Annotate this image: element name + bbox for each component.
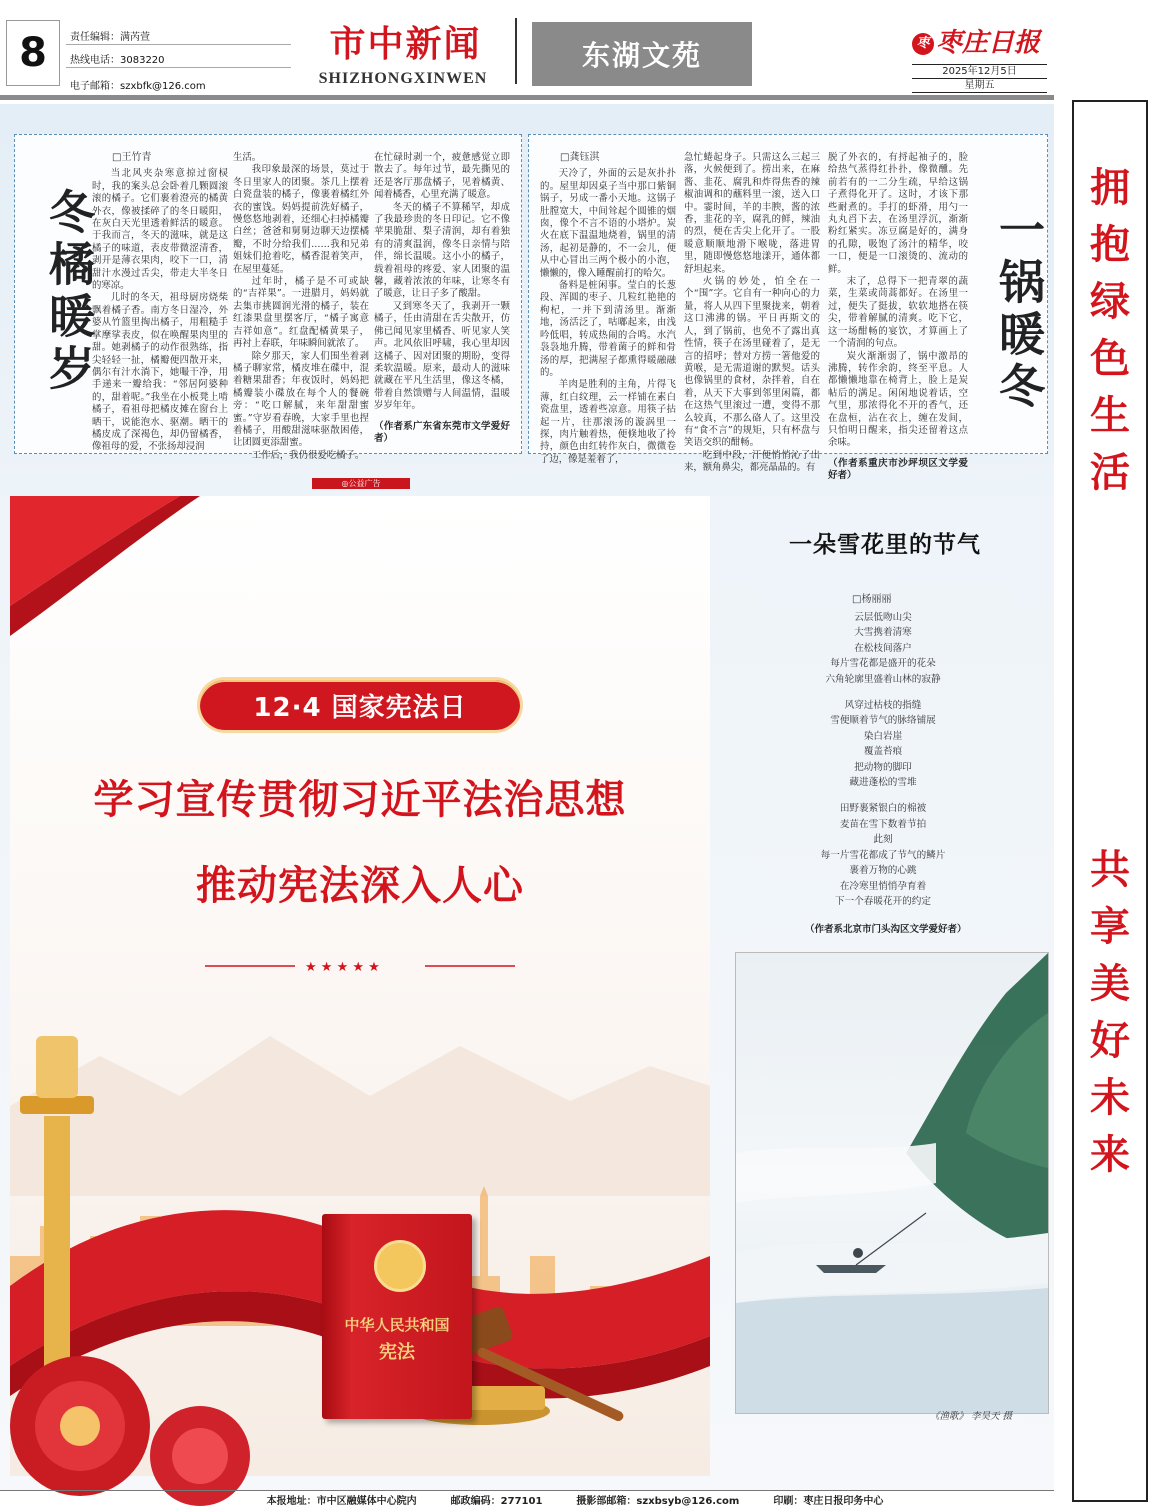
poem-line: 六角轮廓里盛着山林的寂静 xyxy=(825,673,941,685)
poem-line: 在冷寒里悄悄孕育着 xyxy=(839,880,927,892)
paper-name: 枣庄日报 xyxy=(936,28,1041,58)
paragraph: 又到寒冬天了，我剥开一颗橘子，任由清甜在舌尖散开，仿佛已闻见家里橘香、听见家人笑声。北风依旧呼啸，我心里却因这橘子、因对团聚的期盼，变得柔软温暖。原来，最动人的滋味就藏在平凡生活里，像这冬橘，带着自然馈赠与人间温情，温暖岁岁年年。 xyxy=(374,300,510,412)
footer-rule xyxy=(0,1490,1054,1491)
email-info: 电子邮箱：szxbfk@126.com xyxy=(70,81,206,92)
poem-line: 覆盖苔痕 xyxy=(863,746,903,758)
poem-line: 麦苗在雪下数着节拍 xyxy=(839,818,927,830)
essay1-title: 冬橘暖岁 xyxy=(42,188,96,396)
paragraph: 工作后，我仍很爱吃橘子。 xyxy=(251,449,365,461)
page-number: 8 xyxy=(19,30,47,76)
masthead-divider xyxy=(515,18,517,84)
poem-line: 大雪携着清寒 xyxy=(854,627,912,639)
slogan-line-1: 拥抱绿色生活 xyxy=(1090,165,1130,496)
svg-text:★ ★ ★ ★ ★: ★ ★ ★ ★ ★ xyxy=(305,960,380,975)
poem-body xyxy=(748,610,1018,909)
poem-line: 在松枝间落户 xyxy=(854,642,912,654)
poem-line: 云层低吻山尖 xyxy=(854,612,912,623)
badge-text: 12·4 国家宪法日 xyxy=(253,692,467,723)
essay1-column-3 xyxy=(374,152,510,448)
poem-line: 雪便顺着节气的脉络铺展 xyxy=(830,715,936,727)
paragraph: 末了，总得下一把青翠的蔬菜，生菜或茼蒿都好。在汤里一过，便失了挺拔，软软地搭在筷尖，带着解腻的清爽。吃下它，这一场酣畅的宴饮，才算画上了一个清润的句点。 xyxy=(828,276,968,350)
national-emblem-icon xyxy=(374,1240,426,1292)
poem-line: 每片雪花都是盛开的花朵 xyxy=(830,658,936,670)
logo-mark-icon: 枣 xyxy=(912,33,934,55)
footer xyxy=(0,1492,1150,1510)
poem-author: □杨丽丽 xyxy=(852,594,892,605)
poem-line: 把动物的脚印 xyxy=(854,761,912,773)
paragraph: 冬天的橘子不算稀罕，却成了我最珍贵的冬日印记。它不像苹果脆甜、梨子清润，却有着独有的清爽温润，像冬日亲情与陪伴，绵长温暖。这小小的橘子，载着祖母的疼爱、家人团聚的温馨，藏着浓浓的年味，让寒冬有了暖意，让日子多了酸甜。 xyxy=(374,201,510,300)
constitution-book xyxy=(322,1214,472,1419)
poem-line: 风穿过枯枝的指缝 xyxy=(844,700,922,712)
book-title-line-2: 宪法 xyxy=(379,1342,415,1363)
essay2-column-1 xyxy=(540,152,676,465)
paper-logo xyxy=(912,22,1062,59)
essay2-column-3 xyxy=(828,152,968,482)
paragraph: 炭火渐渐弱了，锅中激昂的沸腾，转作余韵，终至平息。人都懒懒地靠在椅背上，脸上是炭帖后的满足。闲闲地说着话，空气里，那浓得化不开的香气，还在盘桓，沾在衣上，缠在发间，只怕明日醒来，指尖还留着这点余味。 xyxy=(828,350,968,449)
footer-address: 本报地址：市中区融媒体中心院内 xyxy=(266,1496,417,1507)
constitution-day-badge xyxy=(200,680,520,730)
paragraph: 除夕那天，家人们围坐着剥橘子聊家常，橘皮堆在碟中，混着糖果甜香；年夜饭时，妈妈把橘瓣装小碟放在每个人的餐碗旁：“吃口解腻，来年甜甜蜜蜜。”守岁看春晚，大家手里也捏着橘子，用酸甜滋味驱散困倦，让团圆更添甜蜜。 xyxy=(233,350,369,449)
public-service-ad-tag: ◎公益广告 xyxy=(312,478,410,489)
editor-info: 责任编辑：满芮萱 xyxy=(70,32,150,43)
paragraph: 我印象最深的场景，莫过于冬日里家人的团聚。茶几上摆着白瓷盘装的橘子，像裹着橘红外衣的蜜饯。妈妈提前洗好橘子，慢悠悠地剥着，还细心扫掉橘瓣白丝；爸爸和舅舅边聊天边摆橘瓣，不时分给我们……我和兄弟姐妹们抢着吃，橘香混着笑声，在屋里蔓延。 xyxy=(233,164,369,275)
poem-line: 下一个春暖花开的约定 xyxy=(835,895,931,907)
section-label-box xyxy=(532,22,752,86)
essay1-author: □王竹青 xyxy=(112,152,152,163)
slogan-line-2: 共享美好未来 xyxy=(1090,847,1130,1178)
poem-line: 此刻 xyxy=(873,834,893,846)
book-title-line-1: 中华人民共和国 xyxy=(344,1316,450,1334)
poem-line: 裹着万物的心跳 xyxy=(849,865,917,877)
footer-printer: 印刷：枣庄日报印务中心 xyxy=(773,1496,884,1507)
essay2-title: 一锅暖冬 xyxy=(992,206,1046,414)
constitution-day-poster xyxy=(10,496,710,1476)
poem-line: 田野裹紧银白的棉被 xyxy=(839,803,927,815)
fishing-song-photo xyxy=(735,952,1049,1414)
footer-postcode: 邮政编码：277101 xyxy=(450,1496,543,1507)
paragraph: 急忙蜷起身子。只需这么三起三落，火候便到了。捞出来，在麻酱、韭花、腐乳和炸得焦香的辣椒油调和的蘸料里一滚，送入口中。霎时间，羊的丰腴，酱的浓香，韭花的辛，腐乳的鲜，辣油的烈，便在舌尖上化开了。一股暖意顺顺地滑下喉咙，落进胃里，随即慢悠悠地漾开，通体都舒坦起来。 xyxy=(684,152,820,275)
date-box xyxy=(912,64,1047,93)
paragraph: 天冷了，外面的云是灰扑扑的。屋里却因桌子当中那口紫铜锅子，另成一番小天地。这锅子肚膛宽大，中间耸起个圆锥的烟囱，像个不言不语的小塔炉。炭火在底下温温地烧着，锅里的清汤，起初是静的，不一会儿，便从中心冒出三两个极小的小泡，懒懒的，像入睡醒前打的哈欠。 xyxy=(540,168,676,279)
star-divider-icon xyxy=(205,958,515,974)
hotline-info: 热线电话：3083220 xyxy=(70,55,165,66)
masthead-title: 市中新闻 xyxy=(329,24,482,65)
paragraph: 在忙碌时剥一个，疲惫感觉立即散去了。每年过节，最先撕见的还是客厅那盘橘子，见着橘黄、闻着橘香，心里充满了暖意。 xyxy=(374,152,510,201)
paragraph: 吃到中段，汗便悄悄沁了出来，额角鼻尖，都亮晶晶的。有 xyxy=(684,449,820,474)
poster-headline-1: 学习宣传贯彻习近平法治思想 xyxy=(93,777,627,823)
poem-line: 藏进蓬松的雪堆 xyxy=(849,777,917,789)
section-title: 东湖文苑 xyxy=(581,39,702,72)
essay2-author-note: （作者系重庆市沙坪坝区文学爱好者） xyxy=(828,457,968,482)
essay1-author-note: （作者系广东省东莞市文学爱好者） xyxy=(374,420,510,445)
essay2-column-2 xyxy=(684,152,820,474)
poem-line: 每一片雪花都成了节气的鳞片 xyxy=(820,849,946,861)
poem-line: 染白岩崖 xyxy=(863,730,903,742)
page-number-box xyxy=(6,20,60,86)
poem-title: 一朵雪花里的节气 xyxy=(789,532,981,558)
paragraph: 羊肉是胜利的主角，片得飞薄，红白纹理，云一样铺在素白瓷盘里，透着些凉意。用筷子拈起一片，往那滚汤的漩涡里一探，肉片触着热，便倏地收了拎持，颜色由红转作灰白，微微卷了边，像是羞着了， xyxy=(540,379,676,465)
essay2-author: □龚钰淇 xyxy=(560,152,600,163)
info-divider xyxy=(66,67,291,68)
misty-lake-landscape xyxy=(736,953,1048,1413)
footer-photo-email: 摄影部邮箱：szxbsyb@126.com xyxy=(576,1496,740,1507)
issue-date: 2025年12月5日 xyxy=(942,66,1017,77)
paragraph: 儿时的冬天，祖母厨房烧柴飘着橘子香。南方冬日湿冷，外婆从竹篮里掏出橘子，用粗糙手掌摩挲表皮，似在唤醒果肉里的甜。她剥橘子的动作很熟练，指尖轻轻一扯，橘瓣便四散开来，偶尔有汁水淌下，她嘬干净，用手递来一瓣给我：“邻居阿婆种的，甜着呢。”我坐在小板凳上啃橘子，看祖母把橘皮摊在窗台上晒干，说能泡水、驱潮。晒干的橘皮成了深褐色，却仍留橘香，像祖母的爱，不张扬却浸润 xyxy=(92,292,228,453)
paragraph: 脱了外衣的，有捋起袖子的，脸给热气蒸得红扑扑，像微醺。先前若有的一二分生疏，早给这锅子煮得化开了。这时，才该下那些耐煮的。手打的虾滑，用勺一丸丸舀下去，在汤里浮沉，渐渐粉红紧实。冻豆腐是好的，满身的孔隙，吸饱了汤汁的精华，咬一口，便是一口滚烫的、流动的鲜。 xyxy=(828,152,968,275)
slogan-banner xyxy=(1072,100,1148,1502)
essay1-column-2 xyxy=(233,152,369,461)
poster-headline-2: 推动宪法深入人心 xyxy=(196,863,524,909)
masthead-pinyin: SHIZHONGXINWEN xyxy=(318,70,488,87)
photo-caption: 《渔歌》 李昊天 摄 xyxy=(930,1411,1013,1422)
info-divider xyxy=(66,44,291,45)
paragraph: 当北风夹杂寒意掠过窗棂时，我的案头总会卧着几颗圆滚滚的橘子。它们裹着澄亮的橘黄外衣，像被揉碎了的冬日暖阳，在灰白天光里透着鲜活的暖意。于我而言，冬天的滋味，就是这橘子的味道，表皮带微涩清香，剥开是薄衣果肉，咬下一口，清甜汁水漫过舌尖，带走大半冬日的寒凉。 xyxy=(92,168,228,292)
poem-author-note: （作者系北京市门头沟区文学爱好者） xyxy=(805,924,967,935)
paragraph: 火锅的妙处，怕全在一个“围”字。它自有一种向心的力量，将人从四下里聚拢来，朝着这口沸沸的锅。平日再斯文的人，到了锅前，也免不了露出真性情，筷子在汤里碰着了，是无言的招呼；替对方捞一箸他爱的黄喉，是无需道谢的默契。话头也像锅里的食材，杂拌着，自在着，从天下大事到邻里闲篇，都在这热气里滚过一遭，变得不那么较真，不那么硌人了。这里没有“食不言”的规矩，只有杯盘与笑语交织的酣畅。 xyxy=(684,276,820,449)
paragraph: 生活。 xyxy=(233,152,262,163)
paragraph: 过年时，橘子是不可或缺的“吉祥果”。一进腊月，妈妈就去集市挑圆润光滑的橘子，装在红漆果盘里摆客厅，“橘子寓意吉祥如意”。红盘配橘黄果子，再衬上春联，年味瞬间就浓了。 xyxy=(233,276,369,350)
essay1-column-1 xyxy=(92,152,228,453)
header-rule xyxy=(0,95,1054,100)
issue-weekday: 星期五 xyxy=(912,78,1047,92)
paragraph: 备料是桩闲事。莹白的长葱段、浑圆的枣子、几粒红艳艳的枸杞，一并下到清汤里。渐渐地，汤活泛了，咕嘟起来，由浅吟低唱，转成热闹的合鸣。水汽袅袅地升腾，带着菌子的鲜和骨汤的厚，把满屋子都熏得暖融融的。 xyxy=(540,280,676,378)
